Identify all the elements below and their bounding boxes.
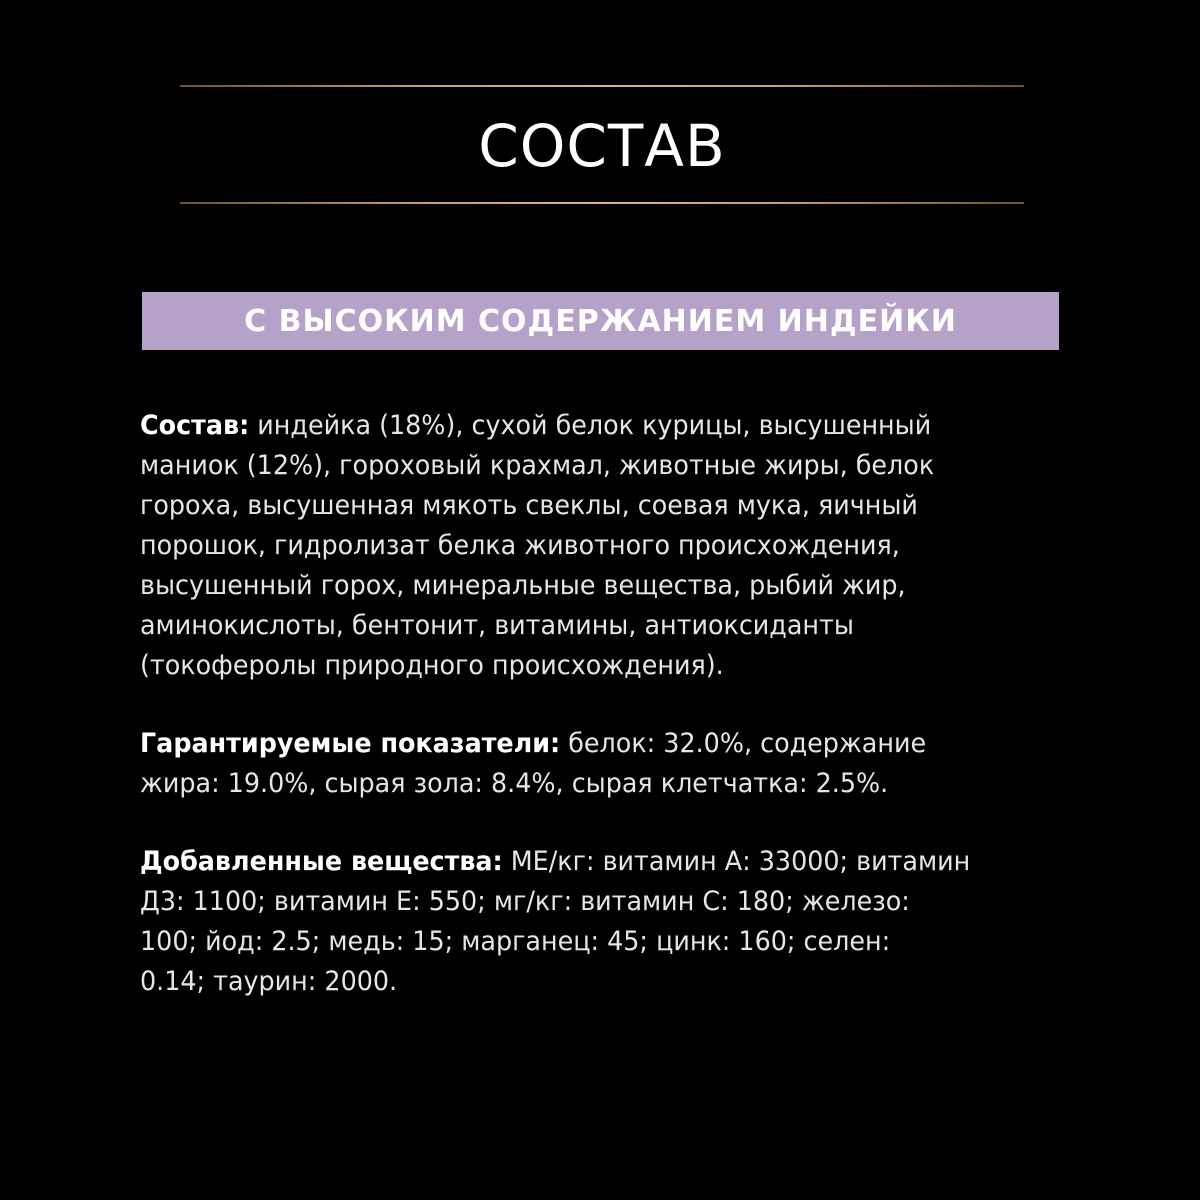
additives-line: 100; йод: 2.5; медь: 15; марганец: 45; цинк: 160; селен:: [140, 926, 891, 957]
composition-line: (токоферолы природного происхождения).: [140, 650, 724, 681]
composition-paragraph: [140, 406, 1100, 686]
composition-text: индейка (18%), сухой белок курицы, высушенный: [249, 410, 932, 441]
highlight-banner: [142, 292, 1059, 350]
additives-text: МЕ/кг: витамин А: 33000; витамин: [502, 846, 971, 877]
additives-line: 0.14; таурин: 2000.: [140, 966, 398, 997]
composition-line: маниок (12%), гороховый крахмал, животные жиры, белок: [140, 450, 935, 481]
guaranteed-label: Гарантируемые показатели:: [140, 728, 561, 759]
composition-line: [140, 406, 1060, 446]
composition-label: Состав:: [140, 410, 250, 441]
additives-paragraph: [140, 842, 1100, 1002]
additives-line: Д3: 1100; витамин Е: 550; мг/кг: витамин С: 180; железо:: [140, 886, 910, 917]
additives-label: Добавленные вещества:: [140, 846, 503, 877]
composition-line: порошок, гидролизат белка животного происхождения,: [140, 530, 900, 561]
guaranteed-line: жира: 19.0%, сырая зола: 8.4%, сырая клетчатка: 2.5%.: [140, 768, 889, 799]
composition-line: аминокислоты, бентонит, витамины, антиоксиданты: [140, 610, 854, 641]
page-title: СОСТАВ: [478, 112, 726, 180]
additives-line: [140, 842, 1060, 882]
composition-line: гороха, высушенная мякоть свеклы, соевая мука, яичный: [140, 490, 918, 521]
guaranteed-text: белок: 32.0%, содержание: [560, 728, 927, 759]
banner-text: С ВЫСОКИМ СОДЕРЖАНИЕМ ИНДЕЙКИ: [244, 303, 957, 339]
top-divider: [180, 85, 1024, 87]
composition-line: высушенный горох, минеральные вещества, рыбий жир,: [140, 570, 906, 601]
content-area: [140, 406, 1100, 1040]
guaranteed-line: [140, 724, 1060, 764]
bottom-divider: [180, 202, 1024, 204]
guaranteed-paragraph: [140, 724, 1100, 804]
